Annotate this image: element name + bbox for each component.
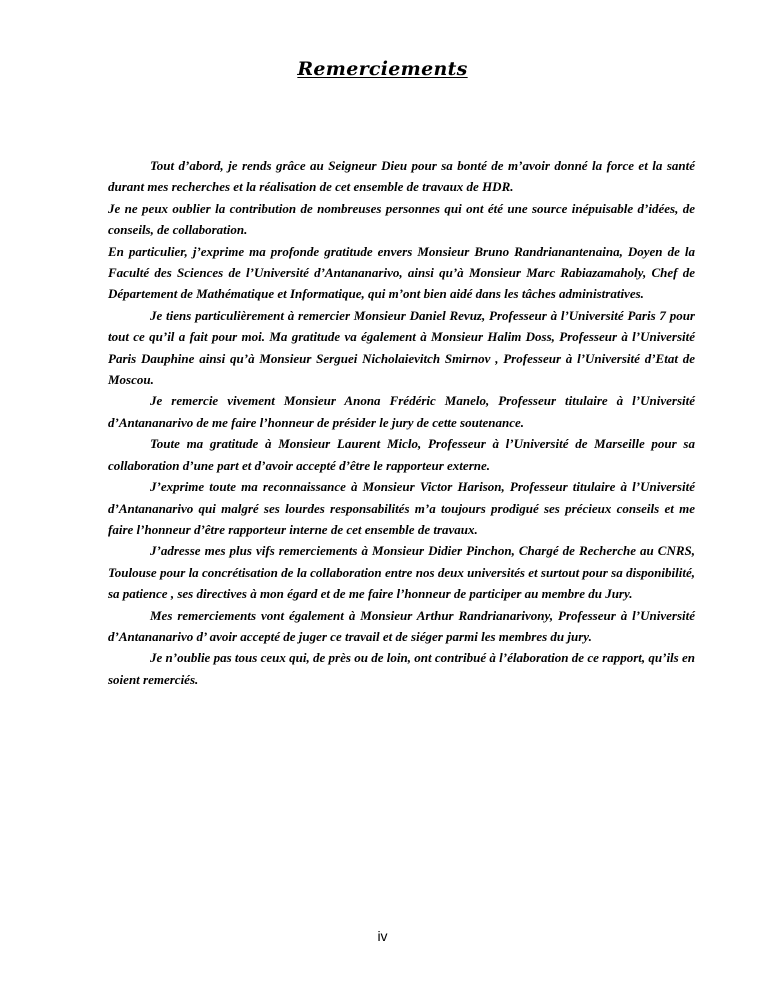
- paragraph: Toute ma gratitude à Monsieur Laurent Miclo, Professeur à l’Université de Marseille pour sa collaboration d’une part et d’avoir accepté d’être le rapporteur externe.: [108, 436, 695, 473]
- paragraph: Je n’oublie pas tous ceux qui, de près ou de loin, ont contribué à l’élaboration de ce rapport, qu’ils en soient remerciés.: [108, 650, 695, 687]
- paragraph: Tout d’abord, je rends grâce au Seigneur Dieu pour sa bonté de m’avoir donné la force et la santé durant mes recherches et la réalisation de cet ensemble de travaux de HDR.: [108, 158, 695, 195]
- paragraph: En particulier, j’exprime ma profonde gratitude envers Monsieur Bruno Randrianantenaina, Doyen de la Faculté des Sciences de l’Université d’Antananarivo, ainsi qu’à Monsieur Marc Rabiazamaholy, Chef de Département de Mathématique et Informatique, qui m’ont bien aidé dans les tâches administratives.: [108, 243, 695, 302]
- paragraph: J’adresse mes plus vifs remerciements à Monsieur Didier Pinchon, Chargé de Recherche au CNRS, Toulouse pour la concrétisation de la collaboration entre nos deux universités et surtout pour sa disponibilité, sa patience , ses directives à mon égard et de me faire l’honneur de participer au membre du Jury.: [108, 543, 695, 602]
- paragraph: Je tiens particulièrement à remercier Monsieur Daniel Revuz, Professeur à l’Université Paris 7 pour tout ce qu’il a fait pour moi. Ma gratitude va également à Monsieur Halim Doss, Professeur à l’Université Paris Dauphine ainsi qu’à Monsieur Serguei Nicholaievitch Smirnov , Professeur à l’Université d’Etat de Moscou.: [108, 307, 695, 388]
- paragraph: Je remercie vivement Monsieur Anona Frédéric Manelo, Professeur titulaire à l’Université d’Antananarivo de me faire l’honneur de présider le jury de cette soutenance.: [108, 393, 695, 430]
- paragraph: Je ne peux oublier la contribution de nombreuses personnes qui ont été une source inépuisable d’idées, de conseils, de collaboration.: [108, 200, 695, 238]
- page-number: iv: [377, 928, 388, 944]
- paragraph: Mes remerciements vont également à Monsieur Arthur Randrianarivony, Professeur à l’Université d’Antananarivo d’ avoir accepté de juger ce travail et de siéger parmi les membres du jury.: [108, 607, 695, 644]
- paragraph: J’exprime toute ma reconnaissance à Monsieur Victor Harison, Professeur titulaire à l’Université d’Antananarivo qui malgré ses lourdes responsabilités m’a toujours prodigué ses précieux conseils et me faire l’honneur d’être rapporteur interne de cet ensemble de travaux.: [108, 479, 695, 537]
- acknowledgements-body: [108, 155, 695, 690]
- page-title: Remerciements: [297, 58, 468, 80]
